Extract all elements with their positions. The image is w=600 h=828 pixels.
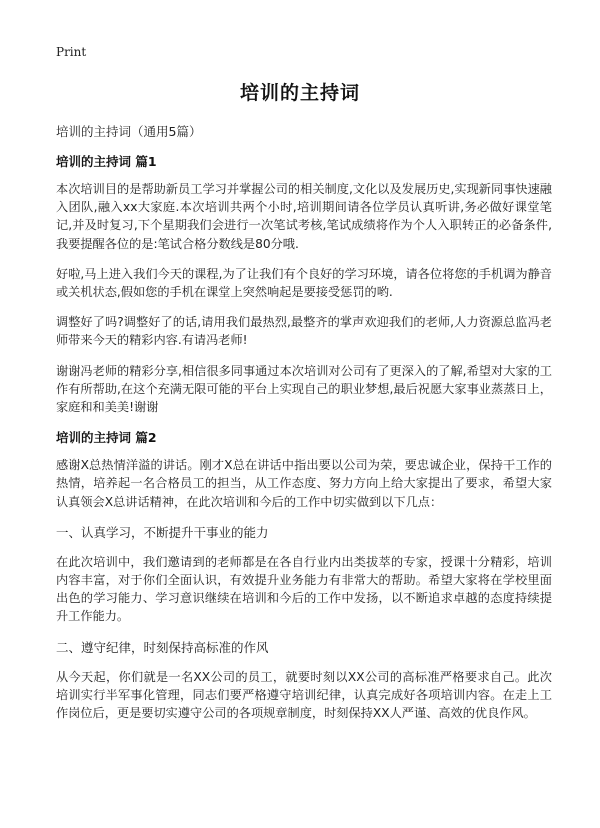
point-heading: 二、遵守纪律，时刻保持高标准的作风	[56, 639, 269, 655]
document-subtitle: 培训的主持词（通用5篇）	[56, 124, 202, 139]
section-heading: 培训的主持词 篇1	[56, 154, 157, 169]
paragraph: 好啦,马上进入我们今天的课程,为了让我们有个良好的学习环境，请各位将您的手机调为静音或关机状态,假如您的手机在课堂上突然响起是要接受惩罚的哟.	[56, 266, 552, 300]
print-link[interactable]: Print	[56, 45, 87, 59]
document-body	[56, 122, 552, 734]
document-title: 培训的主持词	[239, 82, 360, 104]
paragraph: 在此次培训中，我们邀请到的老师都是在各自行业内出类拔萃的专家，授课十分精彩，培训内容丰富，对于你们全面认识，有效提升业务能力有非常大的帮助。希望大家将在学校里面出色的学习能力、学习意识继续在培训和今后的工作中发扬，以不断追求卓越的态度持续提升工作能力。	[56, 554, 552, 624]
point-heading: 一、认真学习，不断提升干事业的能力	[56, 524, 269, 540]
paragraph: 谢谢冯老师的精彩分享,相信很多同事通过本次培训对公司有了更深入的了解,希望对大家的工作有所帮助,在这个充满无限可能的平台上实现自己的职业梦想,最后祝愿大家事业蒸蒸日上，家庭和和美美!谢谢	[56, 363, 552, 415]
paragraph: 调整好了吗?调整好了的话,请用我们最热烈,最整齐的掌声欢迎我们的老师,人力资源总监冯老师带来今天的精彩内容.有请冯老师!	[56, 315, 552, 348]
paragraph: 本次培训目的是帮助新员工学习并掌握公司的相关制度,文化以及发展历史,实现新同事快速融入团队,融入xx大家庭.本次培训共两个小时,培训期间请各位学员认真听讲,务必做好课堂笔记,并及时复习,下个星期我们会进行一次笔试考核,笔试成绩将作为个人入职转正的必备条件,我要提醒各位的是:笔试合格分数线是80分哦.	[56, 182, 552, 251]
paragraph: 感谢X总热情洋溢的讲话。刚才X总在讲话中指出要以公司为荣，要忠诚企业，保持干工作的热情，培养起一名合格员工的担当，从工作态度、努力方向上给大家提出了要求，希望大家认真领会X总讲话精神，在此次培训和今后的工作中切实做到以下几点：	[56, 458, 552, 509]
paragraph: 从今天起，你们就是一名XX公司的员工，就要时刻以XX公司的高标准严格要求自己。此次培训实行半军事化管理，同志们要严格遵守培训纪律，认真完成好各项培训内容。在走上工作岗位后，更是要切实遵守公司的各项规章制度，时刻保持XX人严谨、高效的优良作风。	[56, 669, 552, 721]
section-heading: 培训的主持词 篇2	[56, 430, 157, 446]
